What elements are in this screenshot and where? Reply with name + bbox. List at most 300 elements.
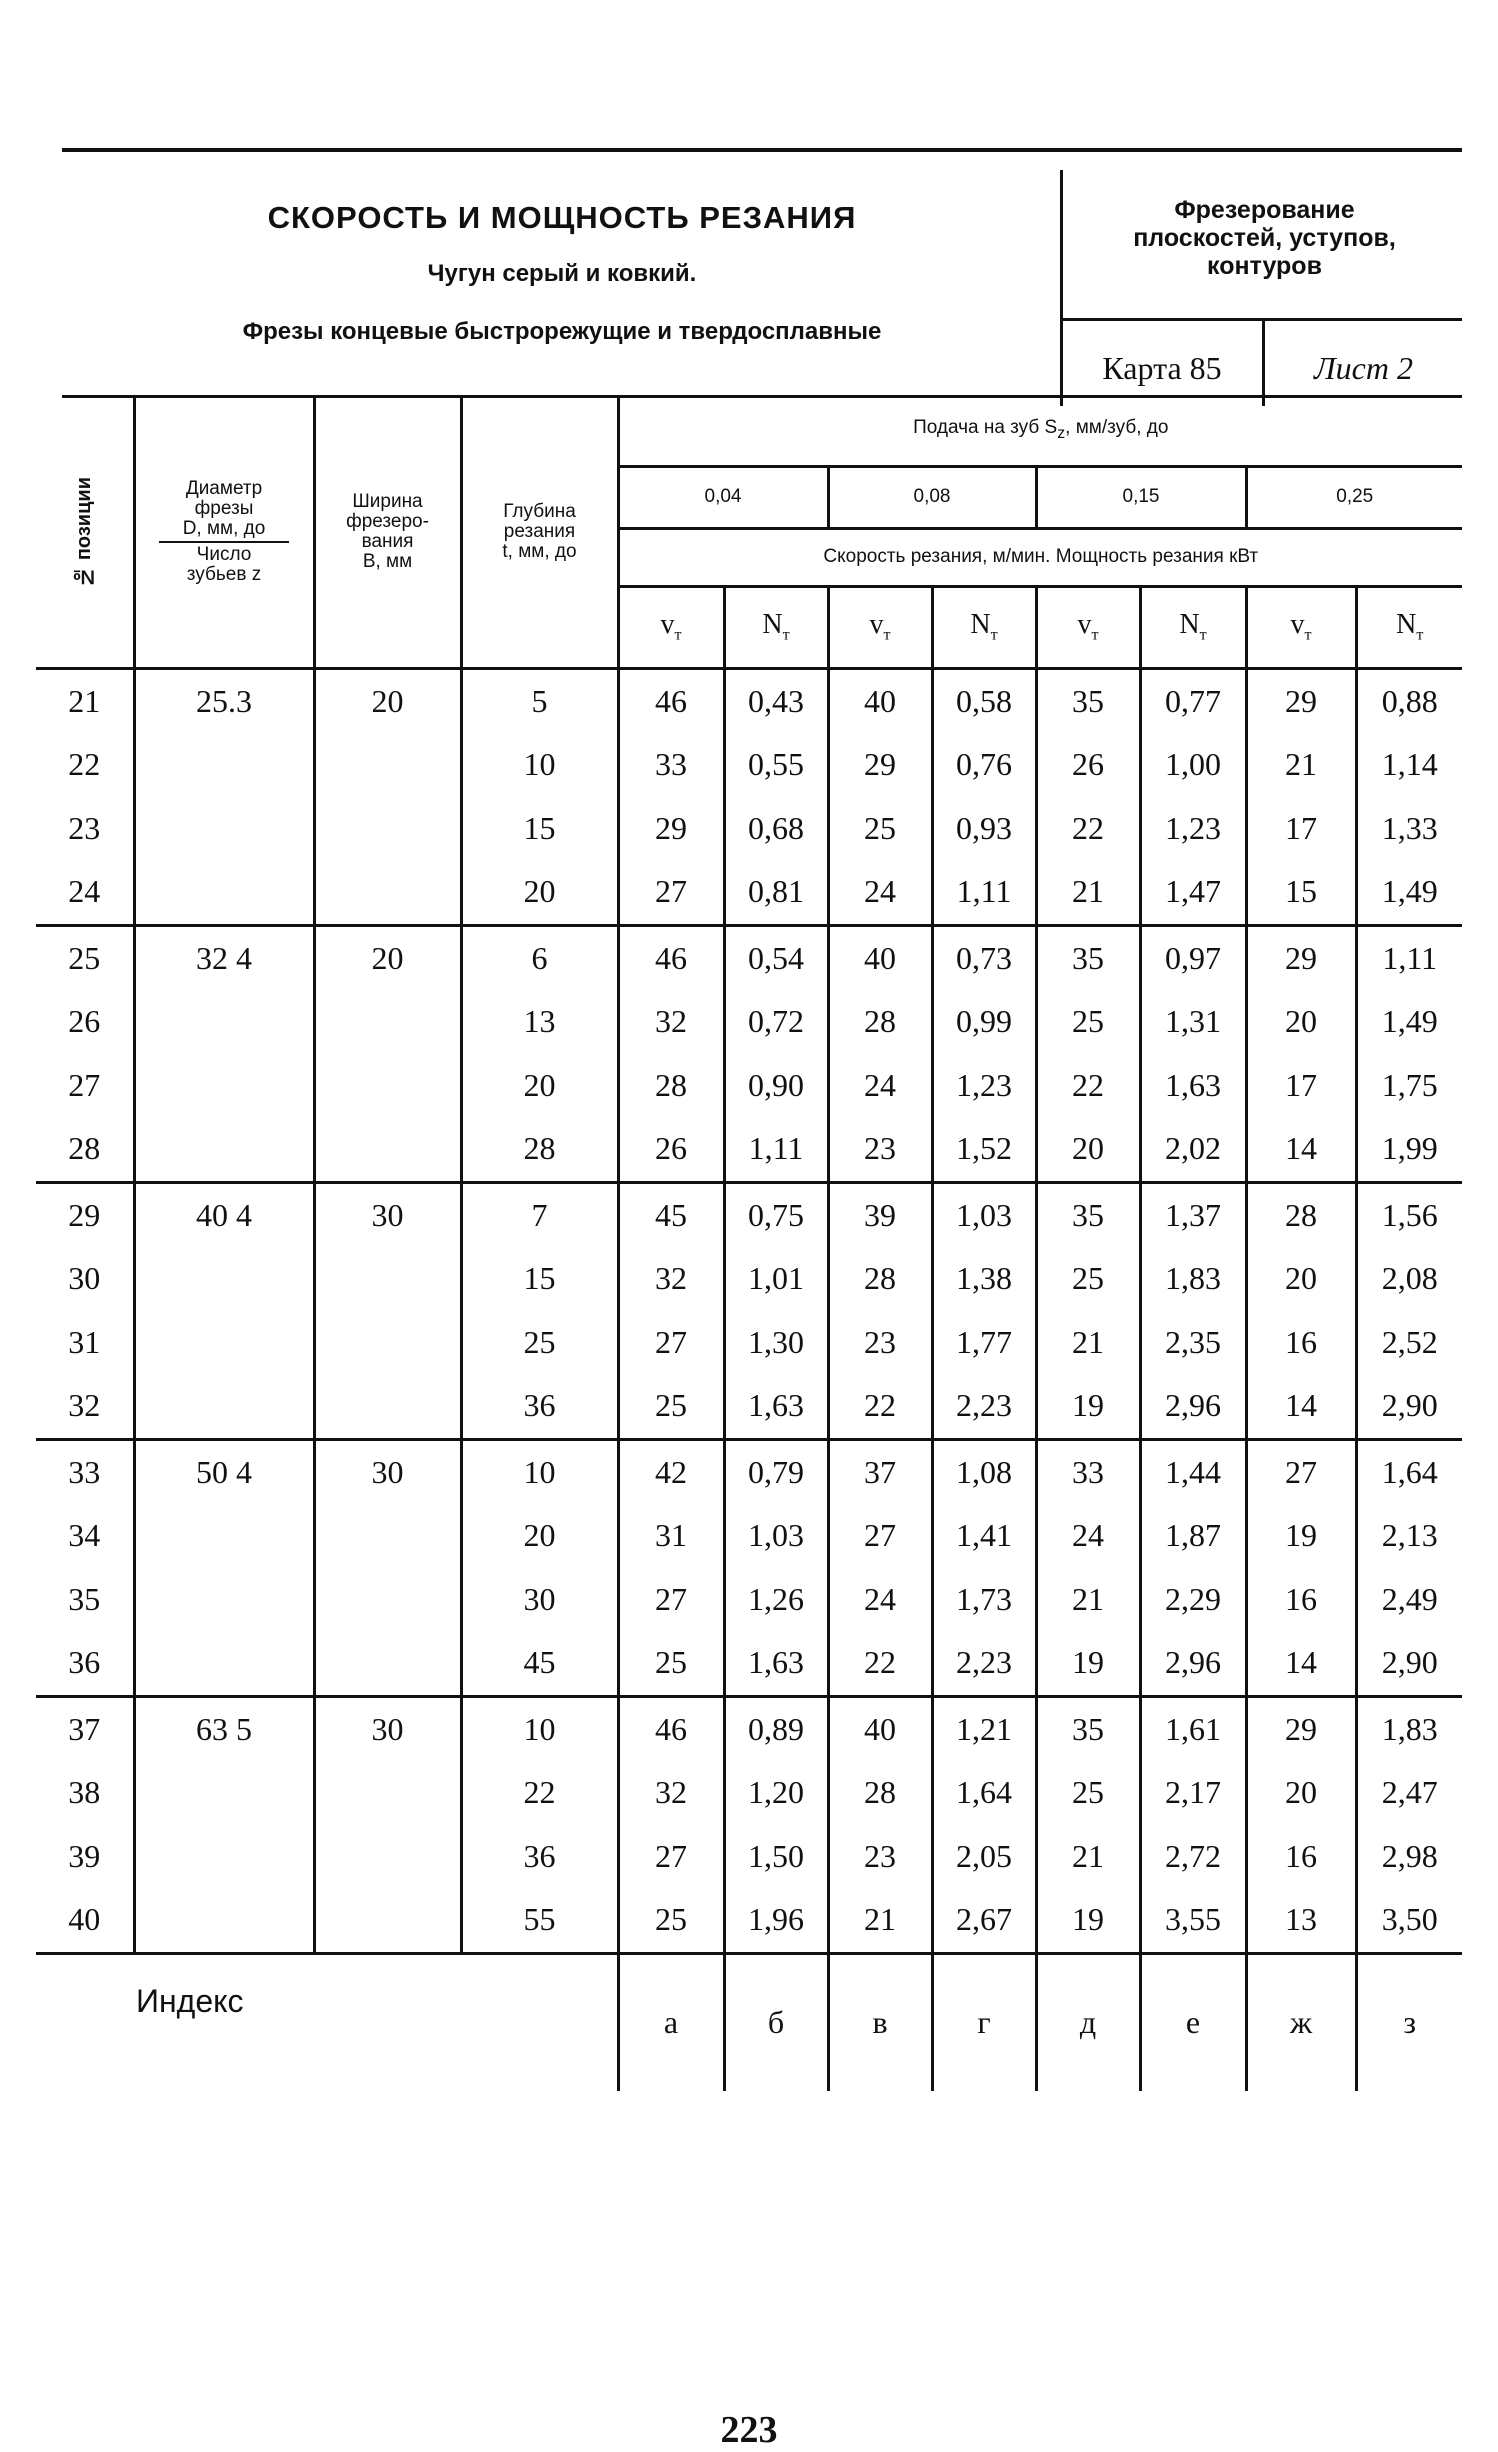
speed-d-cell [1036,1439,1140,1696]
card-header [62,148,1462,406]
value: 39 [68,1837,101,1874]
depth-header: Глубина резания t, мм, до [461,398,618,668]
value: 2,47 [1381,1774,1438,1810]
value: 1,38 [956,1260,1012,1296]
index-letter: в [828,1953,932,2091]
value: 0,99 [956,1003,1012,1039]
value: 46 [655,1710,687,1747]
value: 16 [1285,1837,1317,1874]
value: 24 [864,1066,896,1103]
value: 2,96 [1165,1387,1221,1423]
index-letter: б [724,1953,828,2091]
value: 14 [1285,1644,1317,1680]
speed-zh-cell [1246,668,1356,925]
value: 1,03 [956,1196,1012,1233]
power-z-cell [1356,925,1462,1182]
value: 0,73 [956,939,1012,976]
value: 0,90 [748,1066,804,1103]
value: 19 [1072,1387,1104,1423]
value: 1,49 [1381,1003,1438,1039]
value: 21 [864,1901,896,1937]
value: 63 5 [196,1710,252,1747]
index-letter: д [1036,1953,1140,2091]
value: 10 [523,1453,556,1490]
position-header: № позиции [73,476,96,588]
position-cell [36,925,134,1182]
value: 33 [1072,1453,1104,1490]
group-row [36,1696,1462,1953]
value: 0,55 [748,746,804,782]
value: 24 [864,873,896,909]
value: 1,01 [748,1260,804,1296]
value: 30 [523,1580,556,1617]
top-rule [62,148,1462,152]
power-e-cell [1140,1696,1246,1953]
value: 28 [864,1003,896,1039]
speed-zh-cell [1246,1696,1356,1953]
value: 27 [655,1323,687,1360]
fraction-line [159,541,289,543]
speed-d-cell [1036,1182,1140,1439]
value: 2,52 [1381,1323,1438,1360]
value: 24 [68,873,101,909]
diameter-teeth-cell [134,1439,314,1696]
width-cell [314,925,461,1182]
index-letter: ж [1246,1953,1356,2091]
value: 2,29 [1165,1580,1221,1617]
value: 33 [655,746,687,782]
diameter-teeth-cell [134,1182,314,1439]
value: 20 [1285,1003,1317,1039]
index-row [36,1953,1462,2091]
value: 0,97 [1165,939,1221,976]
position-cell [36,1182,134,1439]
value: 28 [1285,1196,1317,1233]
value: 1,50 [748,1837,804,1874]
value: 23 [864,1837,896,1874]
v-symbol: $v_т$ [618,586,724,668]
value: 16 [1285,1580,1317,1617]
value: 1,26 [748,1580,804,1617]
value: 32 [655,1003,687,1039]
speed-zh-cell [1246,1439,1356,1696]
value: 1,56 [1381,1196,1438,1233]
value: 37 [68,1710,101,1747]
value: 15 [523,809,556,846]
value: 1,87 [1165,1517,1221,1553]
value: 26 [1072,746,1104,782]
value: 21 [1072,1837,1104,1874]
value: 2,35 [1165,1323,1221,1360]
power-g-cell [932,668,1036,925]
group-row [36,1439,1462,1696]
index-letter: а [618,1953,724,2091]
value: 0,81 [748,873,804,909]
power-b-cell [724,1696,828,1953]
value: 27 [1285,1453,1317,1490]
speed-zh-cell [1246,1182,1356,1439]
value: 22 [68,746,101,782]
value: 19 [1285,1517,1317,1553]
value: 0,88 [1381,682,1438,719]
value: 46 [655,939,687,976]
value: 1,64 [956,1774,1012,1810]
value: 19 [1072,1901,1104,1937]
speed-d-cell [1036,1696,1140,1953]
n-symbol: $N_т$ [932,586,1036,668]
value: 26 [68,1003,101,1039]
value: 25 [864,809,896,846]
depth-cell [461,1696,618,1953]
value: 28 [523,1130,556,1166]
value: 39 [864,1196,896,1233]
speed-a-cell [618,1696,724,1953]
value: 35 [1072,1196,1104,1233]
value: 20 [1285,1774,1317,1810]
value: 25 [1072,1260,1104,1296]
value: 20 [1285,1260,1317,1296]
v-symbol: $v_т$ [1246,586,1356,668]
value: 0,68 [748,809,804,846]
value: 25 [655,1387,687,1423]
group-row [36,925,1462,1182]
value: 20 [1072,1130,1104,1166]
value: 10 [523,746,556,782]
value: 1,30 [748,1323,804,1360]
depth-cell [461,1439,618,1696]
value: 1,20 [748,1774,804,1810]
value: 30 [371,1710,404,1747]
n-symbol: $N_т$ [724,586,828,668]
value: 35 [68,1580,101,1617]
power-e-cell [1140,668,1246,925]
value: 24 [864,1580,896,1617]
width-header: Ширина фрезеро- вания B, мм [314,398,461,668]
value: 13 [523,1003,556,1039]
value: 1,77 [956,1323,1012,1360]
value: 29 [1285,682,1317,719]
width-cell [314,1439,461,1696]
value: 27 [655,1837,687,1874]
width-cell [314,1182,461,1439]
value: 26 [655,1130,687,1166]
value: 45 [655,1196,687,1233]
value: 1,99 [1381,1130,1438,1166]
value: 1,31 [1165,1003,1221,1039]
value: 1,08 [956,1453,1012,1490]
speed-d-cell [1036,668,1140,925]
value: 23 [864,1323,896,1360]
value: 0,75 [748,1196,804,1233]
value: 15 [523,1260,556,1296]
value: 1,49 [1381,873,1438,909]
value: 40 [864,1710,896,1747]
value: 22 [523,1774,556,1810]
value: 38 [68,1774,101,1810]
value: 40 [68,1901,101,1937]
card-number: Карта 85 [1102,349,1222,386]
speed-v-cell [828,1696,932,1953]
value: 21 [68,682,101,719]
value: 14 [1285,1130,1317,1166]
value: 25 [655,1644,687,1680]
value: 2,05 [956,1837,1012,1874]
material-subtitle: Чугун серый и ковкий. [427,260,697,287]
value: 1,11 [956,873,1012,909]
value: 5 [531,682,548,719]
value: 15 [1285,873,1317,909]
value: 1,47 [1165,873,1221,909]
value: 3,50 [1381,1901,1438,1937]
value: 1,83 [1381,1710,1438,1747]
value: 1,11 [748,1130,804,1166]
cutting-data-table [36,398,1462,2091]
value: 28 [864,1260,896,1296]
value: 2,96 [1165,1644,1221,1680]
value: 27 [655,1580,687,1617]
position-cell [36,1696,134,1953]
value: 1,23 [1165,809,1221,846]
value: 1,41 [956,1517,1012,1553]
value: 28 [864,1774,896,1810]
power-g-cell [932,1696,1036,1953]
value: 36 [68,1644,101,1680]
value: 32 4 [196,939,252,976]
group-row [36,1182,1462,1439]
value: 1,63 [748,1387,804,1423]
value: 30 [68,1260,101,1296]
value: 20 [371,939,404,976]
speed-power-header: Скорость резания, м/мин. Мощность резания кВт [618,528,1462,586]
value: 20 [523,1066,556,1103]
value: 1,63 [1165,1066,1221,1103]
value: 27 [864,1517,896,1553]
value: 35 [1072,682,1104,719]
feed-value-2: 0,08 [828,466,1036,528]
value: 34 [68,1517,101,1553]
value: 22 [864,1387,896,1423]
depth-cell [461,668,618,925]
value: 42 [655,1453,687,1490]
value: 32 [655,1774,687,1810]
value: 1,33 [1381,809,1438,846]
value: 25 [655,1901,687,1937]
value: 1,23 [956,1066,1012,1103]
value: 0,76 [956,746,1012,782]
value: 1,96 [748,1901,804,1937]
value: 23 [864,1130,896,1166]
value: 32 [68,1387,101,1423]
sheet-number: Лист 2 [1314,349,1413,386]
value: 37 [864,1453,896,1490]
value: 25.3 [196,682,252,719]
value: 16 [1285,1323,1317,1360]
value: 25 [68,939,101,976]
value: 21 [1072,1580,1104,1617]
value: 23 [68,809,101,846]
value: 0,89 [748,1710,804,1747]
value: 17 [1285,1066,1317,1103]
data-groups [36,668,1462,1953]
card-divider [1060,318,1462,321]
value: 25 [1072,1003,1104,1039]
value: 1,37 [1165,1196,1221,1233]
diameter-header: Диаметр фрезы D, мм, до Число зубьев z [134,398,314,668]
value: 31 [68,1323,101,1360]
speed-a-cell [618,925,724,1182]
speed-zh-cell [1246,925,1356,1182]
diameter-teeth-cell [134,668,314,925]
value: 29 [68,1196,101,1233]
power-b-cell [724,925,828,1182]
operation-label: Фрезерование плоскостей, уступов, контуров [1133,196,1396,280]
power-z-cell [1356,668,1462,925]
value: 29 [864,746,896,782]
value: 29 [1285,1710,1317,1747]
value: 2,72 [1165,1837,1221,1874]
value: 30 [371,1196,404,1233]
power-z-cell [1356,1439,1462,1696]
power-e-cell [1140,1182,1246,1439]
index-letter: г [932,1953,1036,2091]
value: 1,52 [956,1130,1012,1166]
feed-value-4: 0,25 [1246,466,1462,528]
speed-v-cell [828,668,932,925]
value: 22 [864,1644,896,1680]
value: 14 [1285,1387,1317,1423]
value: 35 [1072,1710,1104,1747]
value: 1,44 [1165,1453,1221,1490]
value: 32 [655,1260,687,1296]
n-symbol: $N_т$ [1356,586,1462,668]
value: 2,98 [1381,1837,1438,1874]
value: 21 [1072,873,1104,909]
value: 1,21 [956,1710,1012,1747]
power-e-cell [1140,1439,1246,1696]
value: 0,77 [1165,682,1221,719]
value: 19 [1072,1644,1104,1680]
speed-v-cell [828,925,932,1182]
value: 28 [655,1066,687,1103]
feed-value-1: 0,04 [618,466,828,528]
power-b-cell [724,1182,828,1439]
value: 45 [523,1644,556,1680]
value: 1,11 [1382,939,1438,976]
value: 22 [1072,809,1104,846]
value: 40 [864,682,896,719]
value: 2,23 [956,1644,1012,1680]
value: 1,14 [1381,746,1438,782]
feed-header: Подача на зуб $S_z$, мм/зуб, до [618,398,1462,466]
value: 36 [523,1837,556,1874]
speed-v-cell [828,1182,932,1439]
power-g-cell [932,925,1036,1182]
value: 2,02 [1165,1130,1221,1166]
page-title: СКОРОСТЬ И МОЩНОСТЬ РЕЗАНИЯ [267,200,857,235]
value: 2,08 [1381,1260,1438,1296]
speed-a-cell [618,1439,724,1696]
value: 3,55 [1165,1901,1221,1937]
speed-a-cell [618,668,724,925]
power-b-cell [724,1439,828,1696]
value: 36 [523,1387,556,1423]
value: 25 [1072,1774,1104,1810]
speed-a-cell [618,1182,724,1439]
position-cell [36,1439,134,1696]
diameter-teeth-cell [134,1696,314,1953]
value: 31 [655,1517,687,1553]
value: 1,63 [748,1644,804,1680]
value: 6 [531,939,548,976]
value: 40 4 [196,1196,252,1233]
v-symbol: $v_т$ [1036,586,1140,668]
value: 25 [523,1323,556,1360]
value: 1,64 [1381,1453,1438,1490]
value: 21 [1072,1323,1104,1360]
value: 0,54 [748,939,804,976]
value: 24 [1072,1517,1104,1553]
value: 22 [1072,1066,1104,1103]
width-cell [314,1696,461,1953]
value: 1,61 [1165,1710,1221,1747]
value: 28 [68,1130,101,1166]
index-letter: е [1140,1953,1246,2091]
value: 2,13 [1381,1517,1438,1553]
value: 13 [1285,1901,1317,1937]
power-g-cell [932,1439,1036,1696]
value: 46 [655,682,687,719]
power-b-cell [724,668,828,925]
value: 35 [1072,939,1104,976]
index-letter: з [1356,1953,1462,2091]
value: 2,90 [1381,1644,1438,1680]
page-number: 223 [720,2409,778,2451]
value: 10 [523,1710,556,1747]
value: 7 [531,1196,548,1233]
power-z-cell [1356,1182,1462,1439]
tool-subtitle: Фрезы концевые быстрорежущие и твердосплавные [242,318,882,345]
value: 0,79 [748,1453,804,1490]
value: 1,75 [1381,1066,1438,1103]
value: 20 [523,873,556,909]
value: 2,17 [1165,1774,1221,1810]
value: 0,43 [748,682,804,719]
value: 33 [68,1453,101,1490]
value: 2,49 [1381,1580,1438,1617]
width-cell [314,668,461,925]
value: 1,73 [956,1580,1012,1617]
value: 50 4 [196,1453,252,1490]
value: 40 [864,939,896,976]
value: 20 [371,682,404,719]
index-label: Индекс [136,1982,244,2019]
group-row [36,668,1462,925]
value: 1,03 [748,1517,804,1553]
value: 27 [68,1066,101,1103]
power-g-cell [932,1182,1036,1439]
depth-cell [461,925,618,1182]
position-cell [36,668,134,925]
value: 0,93 [956,809,1012,846]
value: 0,58 [956,682,1012,719]
diameter-teeth-cell [134,925,314,1182]
value: 0,72 [748,1003,804,1039]
speed-d-cell [1036,925,1140,1182]
speed-v-cell [828,1439,932,1696]
power-e-cell [1140,925,1246,1182]
n-symbol: $N_т$ [1140,586,1246,668]
value: 2,67 [956,1901,1012,1937]
